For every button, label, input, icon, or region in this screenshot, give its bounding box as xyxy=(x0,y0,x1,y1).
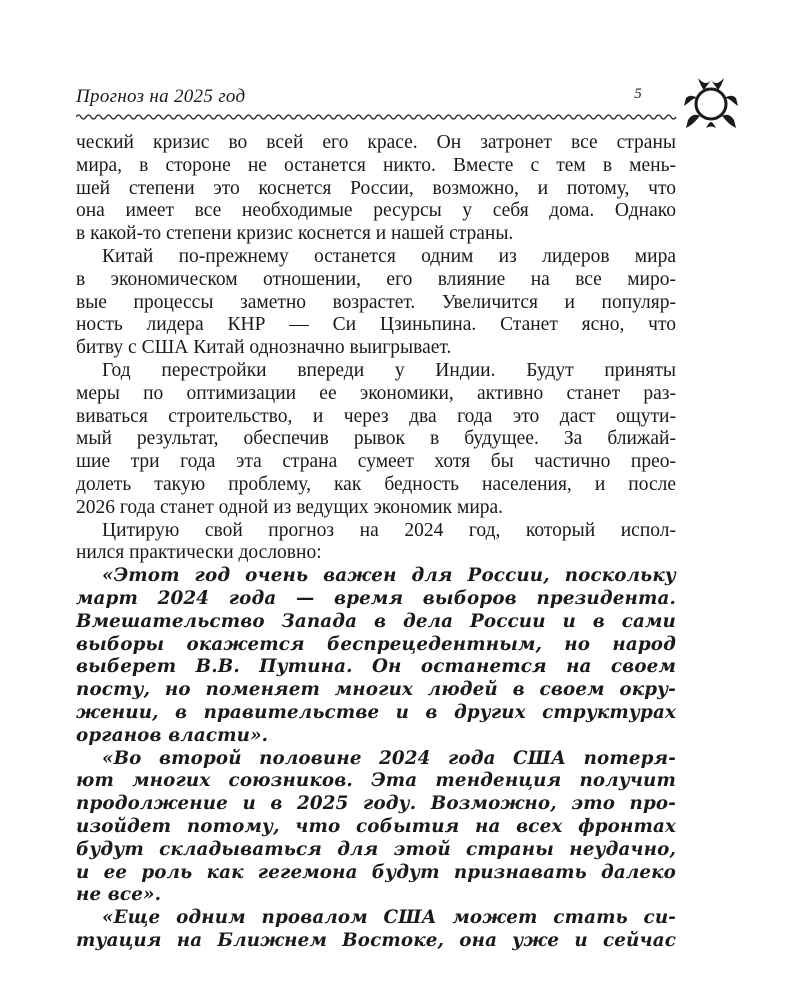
quote-line: будут складываться для этой страны неудачно, xyxy=(76,838,676,860)
body-text xyxy=(76,132,676,953)
text-line: Китай по-прежнему останется одним из лидеров мира xyxy=(102,245,676,267)
text-line: в какой-то степени кризис коснется и нашей страны. xyxy=(76,223,514,245)
running-header xyxy=(76,86,696,126)
text-line: долеть такую проблему, как бедность населения, и после xyxy=(76,473,676,495)
quote-line: март 2024 года — время выборов президента. xyxy=(76,587,676,609)
wavy-rule xyxy=(76,112,686,122)
quote-line: Вмешательство Запада в дела России и в сами xyxy=(76,610,676,632)
text-line: мый результат, обеспечив рывок в будущее. За ближай- xyxy=(76,428,676,450)
running-title: Прогноз на 2025 год xyxy=(76,86,246,107)
quote-line: выборы окажется беспрецедентным, но народ xyxy=(76,633,676,655)
quote-line: «Еще одним провалом США может стать си- xyxy=(102,907,676,929)
text-line: нился практически дословно: xyxy=(76,542,322,564)
text-line: мира, в стороне не останется никто. Вместе с тем в мень- xyxy=(76,154,676,176)
quote-line: и ее роль как гегемона будут признавать далеко xyxy=(76,861,676,883)
quote-line: туация на Ближнем Востоке, она уже и сейчас xyxy=(76,929,676,951)
quote-line: выберет В.В. Путина. Он останется на своем xyxy=(76,656,676,678)
text-line: ность лидера КНР — Си Цзиньпина. Станет ясно, что xyxy=(76,314,676,336)
text-line: шие три года эта страна сумеет хотя бы частично прео- xyxy=(76,451,676,473)
quote-line: изойдет потому, что события на всех фронтах xyxy=(76,815,676,837)
text-line: в экономическом отношении, его влияние на все миро- xyxy=(76,268,676,290)
quote-line: жении, в правительстве и в других структурах xyxy=(76,701,676,723)
quote-line: ют многих союзников. Эта тенденция получит xyxy=(76,770,676,792)
text-line: Цитирую свой прогноз на 2024 год, который испол- xyxy=(102,519,676,541)
text-line: ческий кризис во всей его красе. Он затронет все страны xyxy=(76,132,676,153)
text-line: виваться строительство, и через два года это даст ощути- xyxy=(76,405,676,427)
page-number-ornament-icon xyxy=(680,76,742,132)
quote-line: «Этот год очень важен для России, поскольку xyxy=(102,565,676,587)
text-line: вые процессы заметно возрастет. Увеличится и популяр- xyxy=(76,291,676,313)
quote-line: не все». xyxy=(76,884,162,906)
text-line: битву с США Китай однозначно выигрывает. xyxy=(76,337,452,359)
quote-line: органов власти». xyxy=(76,724,269,746)
page-number: 5 xyxy=(634,86,642,102)
text-line: она имеет все необходимые ресурсы у себя дома. Однако xyxy=(76,200,676,222)
text-line: 2026 года станет одной из ведущих экономик мира. xyxy=(76,496,504,518)
quote-line: «Во второй половине 2024 года США потеря- xyxy=(102,747,676,769)
text-line: Год перестройки впереди у Индии. Будут приняты xyxy=(102,359,676,381)
quote-line: посту, но поменяет многих людей в своем окру- xyxy=(76,679,676,701)
quote-line: продолжение и в 2025 году. Возможно, это про- xyxy=(76,793,676,815)
text-line: меры по оптимизации ее экономики, активно станет раз- xyxy=(76,382,676,404)
text-line: шей степени это коснется России, возможно, и потому, что xyxy=(76,177,676,199)
